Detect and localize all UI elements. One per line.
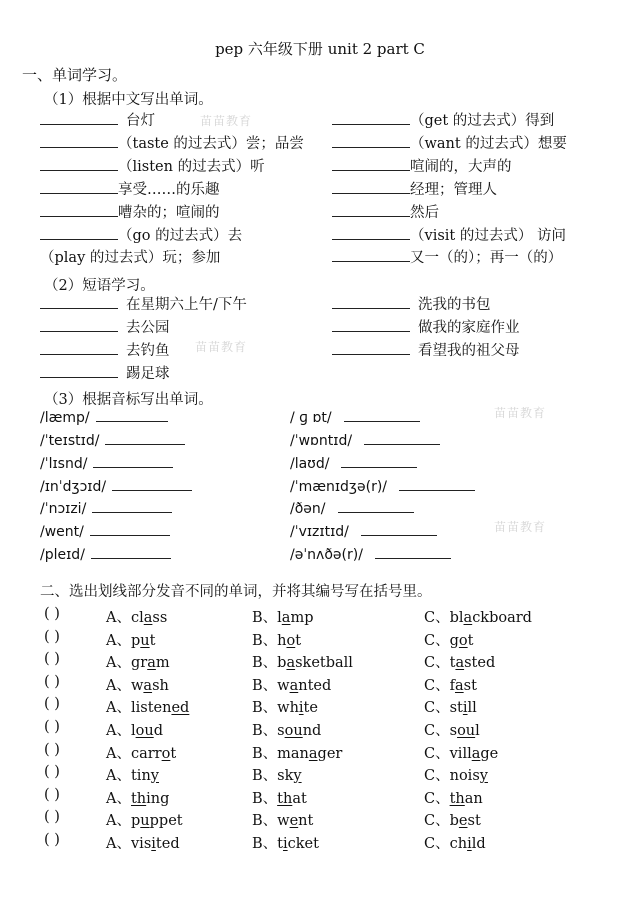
part1-left-item xyxy=(40,132,304,153)
option-a xyxy=(106,629,155,650)
option-letter: C、 xyxy=(424,723,450,739)
underlined-part: o xyxy=(161,746,171,762)
phonetic-right-item xyxy=(290,429,440,449)
answer-blank[interactable] xyxy=(332,132,410,148)
option-letter: A、 xyxy=(106,836,131,852)
answer-blank[interactable] xyxy=(338,497,414,513)
word-part: st xyxy=(467,813,481,829)
hint-text: 台灯 xyxy=(126,113,155,129)
word-part: w xyxy=(277,678,290,694)
answer-paren[interactable]: ( ) xyxy=(44,651,60,667)
part2-right-item xyxy=(332,339,520,360)
word-part: l xyxy=(130,723,136,739)
word-part: nt xyxy=(298,813,314,829)
word-part: ge xyxy=(480,746,499,762)
word-part: ger xyxy=(317,746,343,762)
part1-right-item xyxy=(332,246,562,267)
word-part: ted xyxy=(155,836,180,852)
part1-right-item xyxy=(332,155,512,176)
underlined-part: i xyxy=(467,836,472,852)
phrase-text: 在星期六上午/下午 xyxy=(126,297,247,313)
part1-left-item xyxy=(40,109,155,130)
hint-text: （go 的过去式）去 xyxy=(118,228,243,244)
option-letter: C、 xyxy=(424,633,450,649)
option-a xyxy=(106,832,180,853)
option-c xyxy=(424,742,498,763)
answer-blank[interactable] xyxy=(344,406,420,422)
underlined-part: a xyxy=(286,655,296,671)
phonetic-text: /ˈnɔɪzi/ xyxy=(40,501,87,517)
word-part: p xyxy=(130,633,141,649)
word-part: nd xyxy=(302,723,322,739)
option-a xyxy=(106,696,189,717)
word-part: ld xyxy=(471,836,486,852)
part2-heading: （2）短语学习。 xyxy=(44,278,155,294)
option-b xyxy=(252,787,307,808)
option-letter: C、 xyxy=(424,768,450,784)
option-b xyxy=(252,809,313,830)
hint-text: （listen 的过去式）听 xyxy=(118,159,265,175)
word-part: an xyxy=(464,791,483,807)
option-letter: B、 xyxy=(252,746,278,762)
option-letter: B、 xyxy=(252,813,278,829)
underlined-part: th xyxy=(449,791,465,807)
option-letter: B、 xyxy=(252,655,278,671)
option-a xyxy=(106,742,176,763)
phonetic-left-item xyxy=(40,452,173,472)
part1-right-item xyxy=(332,201,439,222)
word-part: at xyxy=(292,791,307,807)
option-letter: C、 xyxy=(424,791,450,807)
underlined-part: i xyxy=(151,836,156,852)
answer-blank[interactable] xyxy=(40,316,118,332)
answer-paren[interactable]: ( ) xyxy=(44,606,60,622)
part1-left-item xyxy=(40,178,220,199)
word-part: l xyxy=(277,610,282,626)
phonetic-text: /əˈnʌðə(r)/ xyxy=(290,547,363,563)
option-a xyxy=(106,787,169,808)
phonetic-text: /went/ xyxy=(40,524,84,540)
phonetic-right-item xyxy=(290,452,417,472)
word-part: h xyxy=(277,633,287,649)
option-letter: B、 xyxy=(252,633,278,649)
watermark: 苗苗教育 xyxy=(494,520,547,534)
option-letter: C、 xyxy=(424,836,450,852)
option-b xyxy=(252,764,302,785)
question-row xyxy=(0,764,640,784)
answer-paren[interactable]: ( ) xyxy=(44,696,60,712)
underlined-part: ou xyxy=(135,723,154,739)
phonetic-text: / ɡ ɒt/ xyxy=(290,410,332,426)
phonetic-left-item xyxy=(40,543,171,563)
word-part: nted xyxy=(298,678,332,694)
word-part: t xyxy=(149,633,156,649)
watermark: 苗苗教育 xyxy=(494,406,547,420)
option-c xyxy=(424,606,532,627)
word-part: tin xyxy=(130,768,151,784)
option-letter: A、 xyxy=(106,633,131,649)
hint-text: 喧闹的，大声的 xyxy=(410,159,512,175)
answer-blank[interactable] xyxy=(332,201,410,217)
option-a xyxy=(106,764,159,785)
answer-paren[interactable]: ( ) xyxy=(44,719,60,735)
underlined-part: i xyxy=(282,836,288,852)
answer-blank[interactable] xyxy=(105,429,185,445)
part3-heading: （3）根据音标写出单词。 xyxy=(44,392,213,408)
word-part: vis xyxy=(130,836,152,852)
underlined-part: a xyxy=(454,678,464,694)
word-part: vill xyxy=(449,746,472,762)
part2-left-item xyxy=(40,316,170,337)
phonetic-right-item xyxy=(290,406,420,426)
section1-heading: 一、单词学习。 xyxy=(22,66,128,84)
phrase-text: 洗我的书包 xyxy=(418,297,491,313)
word-part: nois xyxy=(449,768,480,784)
option-letter: C、 xyxy=(424,700,450,716)
option-c xyxy=(424,629,473,650)
underlined-part: th xyxy=(130,791,147,807)
phonetic-text: /ˈvɪzɪtɪd/ xyxy=(290,524,349,540)
option-letter: B、 xyxy=(252,836,278,852)
phonetic-right-item xyxy=(290,543,451,563)
answer-blank[interactable] xyxy=(361,520,437,536)
option-a xyxy=(106,809,183,830)
word-part: wh xyxy=(277,700,299,716)
answer-blank[interactable] xyxy=(341,452,417,468)
part1-left-item xyxy=(40,246,220,267)
word-part: sk xyxy=(277,768,294,784)
phonetic-text: /ˈlɪsnd/ xyxy=(40,456,88,472)
hint-text: 然后 xyxy=(410,205,439,221)
phonetic-text: /ˈmænɪdʒə(r)/ xyxy=(290,479,388,495)
option-b xyxy=(252,606,314,627)
underlined-part: ed xyxy=(171,700,190,716)
word-part: ing xyxy=(146,791,170,807)
part2-left-item xyxy=(40,339,170,360)
underlined-part: a xyxy=(143,610,153,626)
option-letter: C、 xyxy=(424,678,450,694)
underlined-part: y xyxy=(479,768,488,784)
answer-blank[interactable] xyxy=(40,132,118,148)
answer-blank[interactable] xyxy=(91,543,171,559)
phrase-text: 去公园 xyxy=(126,320,170,336)
underlined-part: y xyxy=(150,768,159,784)
option-letter: A、 xyxy=(106,746,131,762)
option-c xyxy=(424,787,483,808)
hint-text: 嘈杂的；喧闹的 xyxy=(118,205,220,221)
word-part: t xyxy=(295,633,302,649)
option-c xyxy=(424,674,477,695)
option-b xyxy=(252,629,301,650)
underlined-part: e xyxy=(458,813,468,829)
option-letter: B、 xyxy=(252,610,278,626)
answer-blank[interactable] xyxy=(375,543,451,559)
underlined-part: a xyxy=(281,610,291,626)
answer-blank[interactable] xyxy=(96,406,168,422)
underlined-part: a xyxy=(308,746,318,762)
word-part: t xyxy=(467,633,474,649)
word-part: carr xyxy=(130,746,162,762)
option-letter: B、 xyxy=(252,723,278,739)
question-row xyxy=(0,696,640,716)
option-c xyxy=(424,719,480,740)
underlined-part: a xyxy=(455,655,465,671)
word-part: ch xyxy=(449,836,468,852)
word-part: m xyxy=(155,655,170,671)
underlined-part: u xyxy=(140,813,150,829)
phonetic-left-item xyxy=(40,429,185,449)
underlined-part: i xyxy=(298,700,304,716)
phonetic-left-item xyxy=(40,497,172,517)
phonetic-text: /ðən/ xyxy=(290,501,326,517)
option-a xyxy=(106,719,163,740)
underlined-part: a xyxy=(147,655,156,671)
answer-paren[interactable]: ( ) xyxy=(44,742,60,758)
part2-right-item xyxy=(332,316,520,337)
phrase-text: 踢足球 xyxy=(126,366,170,382)
word-part: d xyxy=(153,723,163,739)
answer-blank[interactable] xyxy=(40,224,118,240)
word-part: b xyxy=(277,655,287,671)
word-part: p xyxy=(130,813,141,829)
word-part: ll xyxy=(467,700,477,716)
hint-text: 经理；管理人 xyxy=(410,182,497,198)
word-part: t xyxy=(170,746,177,762)
part1-heading: （1）根据中文写出单词。 xyxy=(44,92,213,108)
option-letter: A、 xyxy=(106,655,131,671)
hint-text: 享受……的乐趣 xyxy=(118,182,220,198)
option-c xyxy=(424,832,486,853)
phonetic-text: /læmp/ xyxy=(40,410,90,426)
word-part: t xyxy=(277,836,283,852)
answer-paren[interactable]: ( ) xyxy=(44,764,60,780)
answer-blank[interactable] xyxy=(399,475,475,491)
word-part: sted xyxy=(464,655,496,671)
phonetic-right-item xyxy=(290,520,437,540)
question-row xyxy=(0,787,640,807)
word-part: cket xyxy=(287,836,319,852)
answer-blank[interactable] xyxy=(92,497,172,513)
answer-blank[interactable] xyxy=(332,178,410,194)
underlined-part: o xyxy=(286,633,296,649)
question-row xyxy=(0,606,640,626)
option-letter: B、 xyxy=(252,768,278,784)
underlined-part: i xyxy=(462,700,468,716)
phonetic-left-item xyxy=(40,520,170,540)
word-part: w xyxy=(277,813,290,829)
option-b xyxy=(252,651,353,672)
part1-right-item xyxy=(332,178,497,199)
underlined-part: a xyxy=(143,678,153,694)
option-b xyxy=(252,696,318,717)
phonetic-text: /ˈwɒntɪd/ xyxy=(290,433,353,449)
answer-blank[interactable] xyxy=(40,339,118,355)
underlined-part: th xyxy=(277,791,293,807)
hint-text: 又一（的）；再一（的） xyxy=(410,250,563,266)
option-c xyxy=(424,764,488,785)
option-c xyxy=(424,809,481,830)
option-letter: A、 xyxy=(106,813,131,829)
underlined-part: ou xyxy=(457,723,476,739)
phrase-text: 看望我的祖父母 xyxy=(418,343,520,359)
answer-blank[interactable] xyxy=(364,429,440,445)
part2-left-item xyxy=(40,293,247,314)
option-letter: C、 xyxy=(424,610,450,626)
option-letter: B、 xyxy=(252,791,278,807)
watermark: 苗苗教育 xyxy=(195,340,248,354)
word-part: sketball xyxy=(295,655,353,671)
option-letter: C、 xyxy=(424,746,450,762)
part1-right-item xyxy=(332,109,554,130)
phonetic-text: /pleɪd/ xyxy=(40,547,85,563)
phonetic-text: /ˈteɪstɪd/ xyxy=(40,433,100,449)
question-row xyxy=(0,674,640,694)
option-letter: C、 xyxy=(424,655,450,671)
part1-right-item xyxy=(332,132,567,153)
answer-paren[interactable]: ( ) xyxy=(44,832,60,848)
option-a xyxy=(106,651,170,672)
answer-blank[interactable] xyxy=(40,293,118,309)
question-row xyxy=(0,832,640,852)
phonetic-text: /laʊd/ xyxy=(290,456,330,472)
option-c xyxy=(424,696,477,717)
answer-blank[interactable] xyxy=(90,520,170,536)
word-part: listen xyxy=(130,700,172,716)
option-b xyxy=(252,742,342,763)
word-part: cl xyxy=(130,610,144,626)
option-b xyxy=(252,674,331,695)
hint-text: （want 的过去式）想要 xyxy=(410,136,567,152)
watermark: 苗苗教育 xyxy=(200,114,253,128)
phrase-text: 做我的家庭作业 xyxy=(418,320,520,336)
underlined-part: o xyxy=(458,633,468,649)
answer-paren[interactable]: ( ) xyxy=(44,787,60,803)
word-part: st xyxy=(449,700,463,716)
question-row xyxy=(0,742,640,762)
question-row xyxy=(0,651,640,671)
answer-blank[interactable] xyxy=(40,155,118,171)
part1-right-item xyxy=(332,224,566,245)
option-letter: B、 xyxy=(252,700,278,716)
option-letter: A、 xyxy=(106,723,131,739)
option-c xyxy=(424,651,495,672)
hint-text: （taste 的过去式）尝；品尝 xyxy=(118,136,304,152)
page-title: pep 六年级下册 unit 2 part C xyxy=(215,40,425,58)
answer-blank[interactable] xyxy=(40,362,118,378)
answer-blank[interactable] xyxy=(332,155,410,171)
underlined-part: e xyxy=(289,813,299,829)
word-part: ckboard xyxy=(472,610,532,626)
answer-blank[interactable] xyxy=(40,201,118,217)
answer-blank[interactable] xyxy=(40,178,118,194)
option-letter: A、 xyxy=(106,678,131,694)
word-part: st xyxy=(463,678,477,694)
word-part: gr xyxy=(130,655,148,671)
phonetic-text: /ɪnˈdʒɔɪd/ xyxy=(40,479,107,495)
hint-text: （visit 的过去式） 访问 xyxy=(410,228,566,244)
answer-paren[interactable]: ( ) xyxy=(44,809,60,825)
part1-left-item xyxy=(40,155,265,176)
phonetic-right-item xyxy=(290,497,414,517)
question-row xyxy=(0,719,640,739)
answer-blank[interactable] xyxy=(332,224,410,240)
answer-blank[interactable] xyxy=(332,339,410,355)
phonetic-right-item xyxy=(290,475,475,495)
underlined-part: a xyxy=(471,746,481,762)
part1-left-item xyxy=(40,201,220,222)
phonetic-left-item xyxy=(40,475,192,495)
word-part: f xyxy=(449,678,455,694)
question-row xyxy=(0,629,640,649)
answer-blank[interactable] xyxy=(332,293,410,309)
question-row xyxy=(0,809,640,829)
word-part: s xyxy=(449,723,458,739)
part2-right-item xyxy=(332,293,491,314)
answer-paren[interactable]: ( ) xyxy=(44,629,60,645)
word-part: w xyxy=(130,678,144,694)
word-part: ppet xyxy=(149,813,183,829)
word-part: s xyxy=(277,723,285,739)
word-part: bl xyxy=(449,610,464,626)
part1-left-item xyxy=(40,224,242,245)
answer-blank[interactable] xyxy=(332,316,410,332)
option-letter: A、 xyxy=(106,768,131,784)
option-letter: A、 xyxy=(106,791,131,807)
hint-text: （get 的过去式）得到 xyxy=(410,113,555,129)
word-part: man xyxy=(277,746,309,762)
underlined-part: ou xyxy=(284,723,303,739)
phonetic-left-item xyxy=(40,406,168,426)
underlined-part: u xyxy=(140,633,150,649)
word-part: l xyxy=(475,723,480,739)
option-letter: B、 xyxy=(252,678,278,694)
option-letter: A、 xyxy=(106,700,131,716)
section2-heading: 二、选出划线部分发音不同的单词，并将其编号写在括号里。 xyxy=(40,584,432,600)
underlined-part: a xyxy=(463,610,473,626)
word-part: g xyxy=(449,633,459,649)
answer-blank[interactable] xyxy=(112,475,192,491)
answer-blank[interactable] xyxy=(40,109,118,125)
option-b xyxy=(252,719,321,740)
answer-blank[interactable] xyxy=(332,109,410,125)
answer-paren[interactable]: ( ) xyxy=(44,674,60,690)
underlined-part: a xyxy=(289,678,299,694)
word-part: ss xyxy=(152,610,168,626)
answer-blank[interactable] xyxy=(332,246,410,262)
hint-text: （play 的过去式）玩；参加 xyxy=(40,250,221,266)
underlined-part: y xyxy=(293,768,302,784)
word-part: t xyxy=(449,655,456,671)
word-part: sh xyxy=(152,678,169,694)
phrase-text: 去钓鱼 xyxy=(126,343,170,359)
word-part: te xyxy=(303,700,318,716)
part2-left-item xyxy=(40,362,170,383)
option-letter: A、 xyxy=(106,610,131,626)
option-b xyxy=(252,832,319,853)
option-a xyxy=(106,606,167,627)
word-part: mp xyxy=(290,610,314,626)
word-part: b xyxy=(449,813,459,829)
option-a xyxy=(106,674,169,695)
option-letter: C、 xyxy=(424,813,450,829)
answer-blank[interactable] xyxy=(93,452,173,468)
